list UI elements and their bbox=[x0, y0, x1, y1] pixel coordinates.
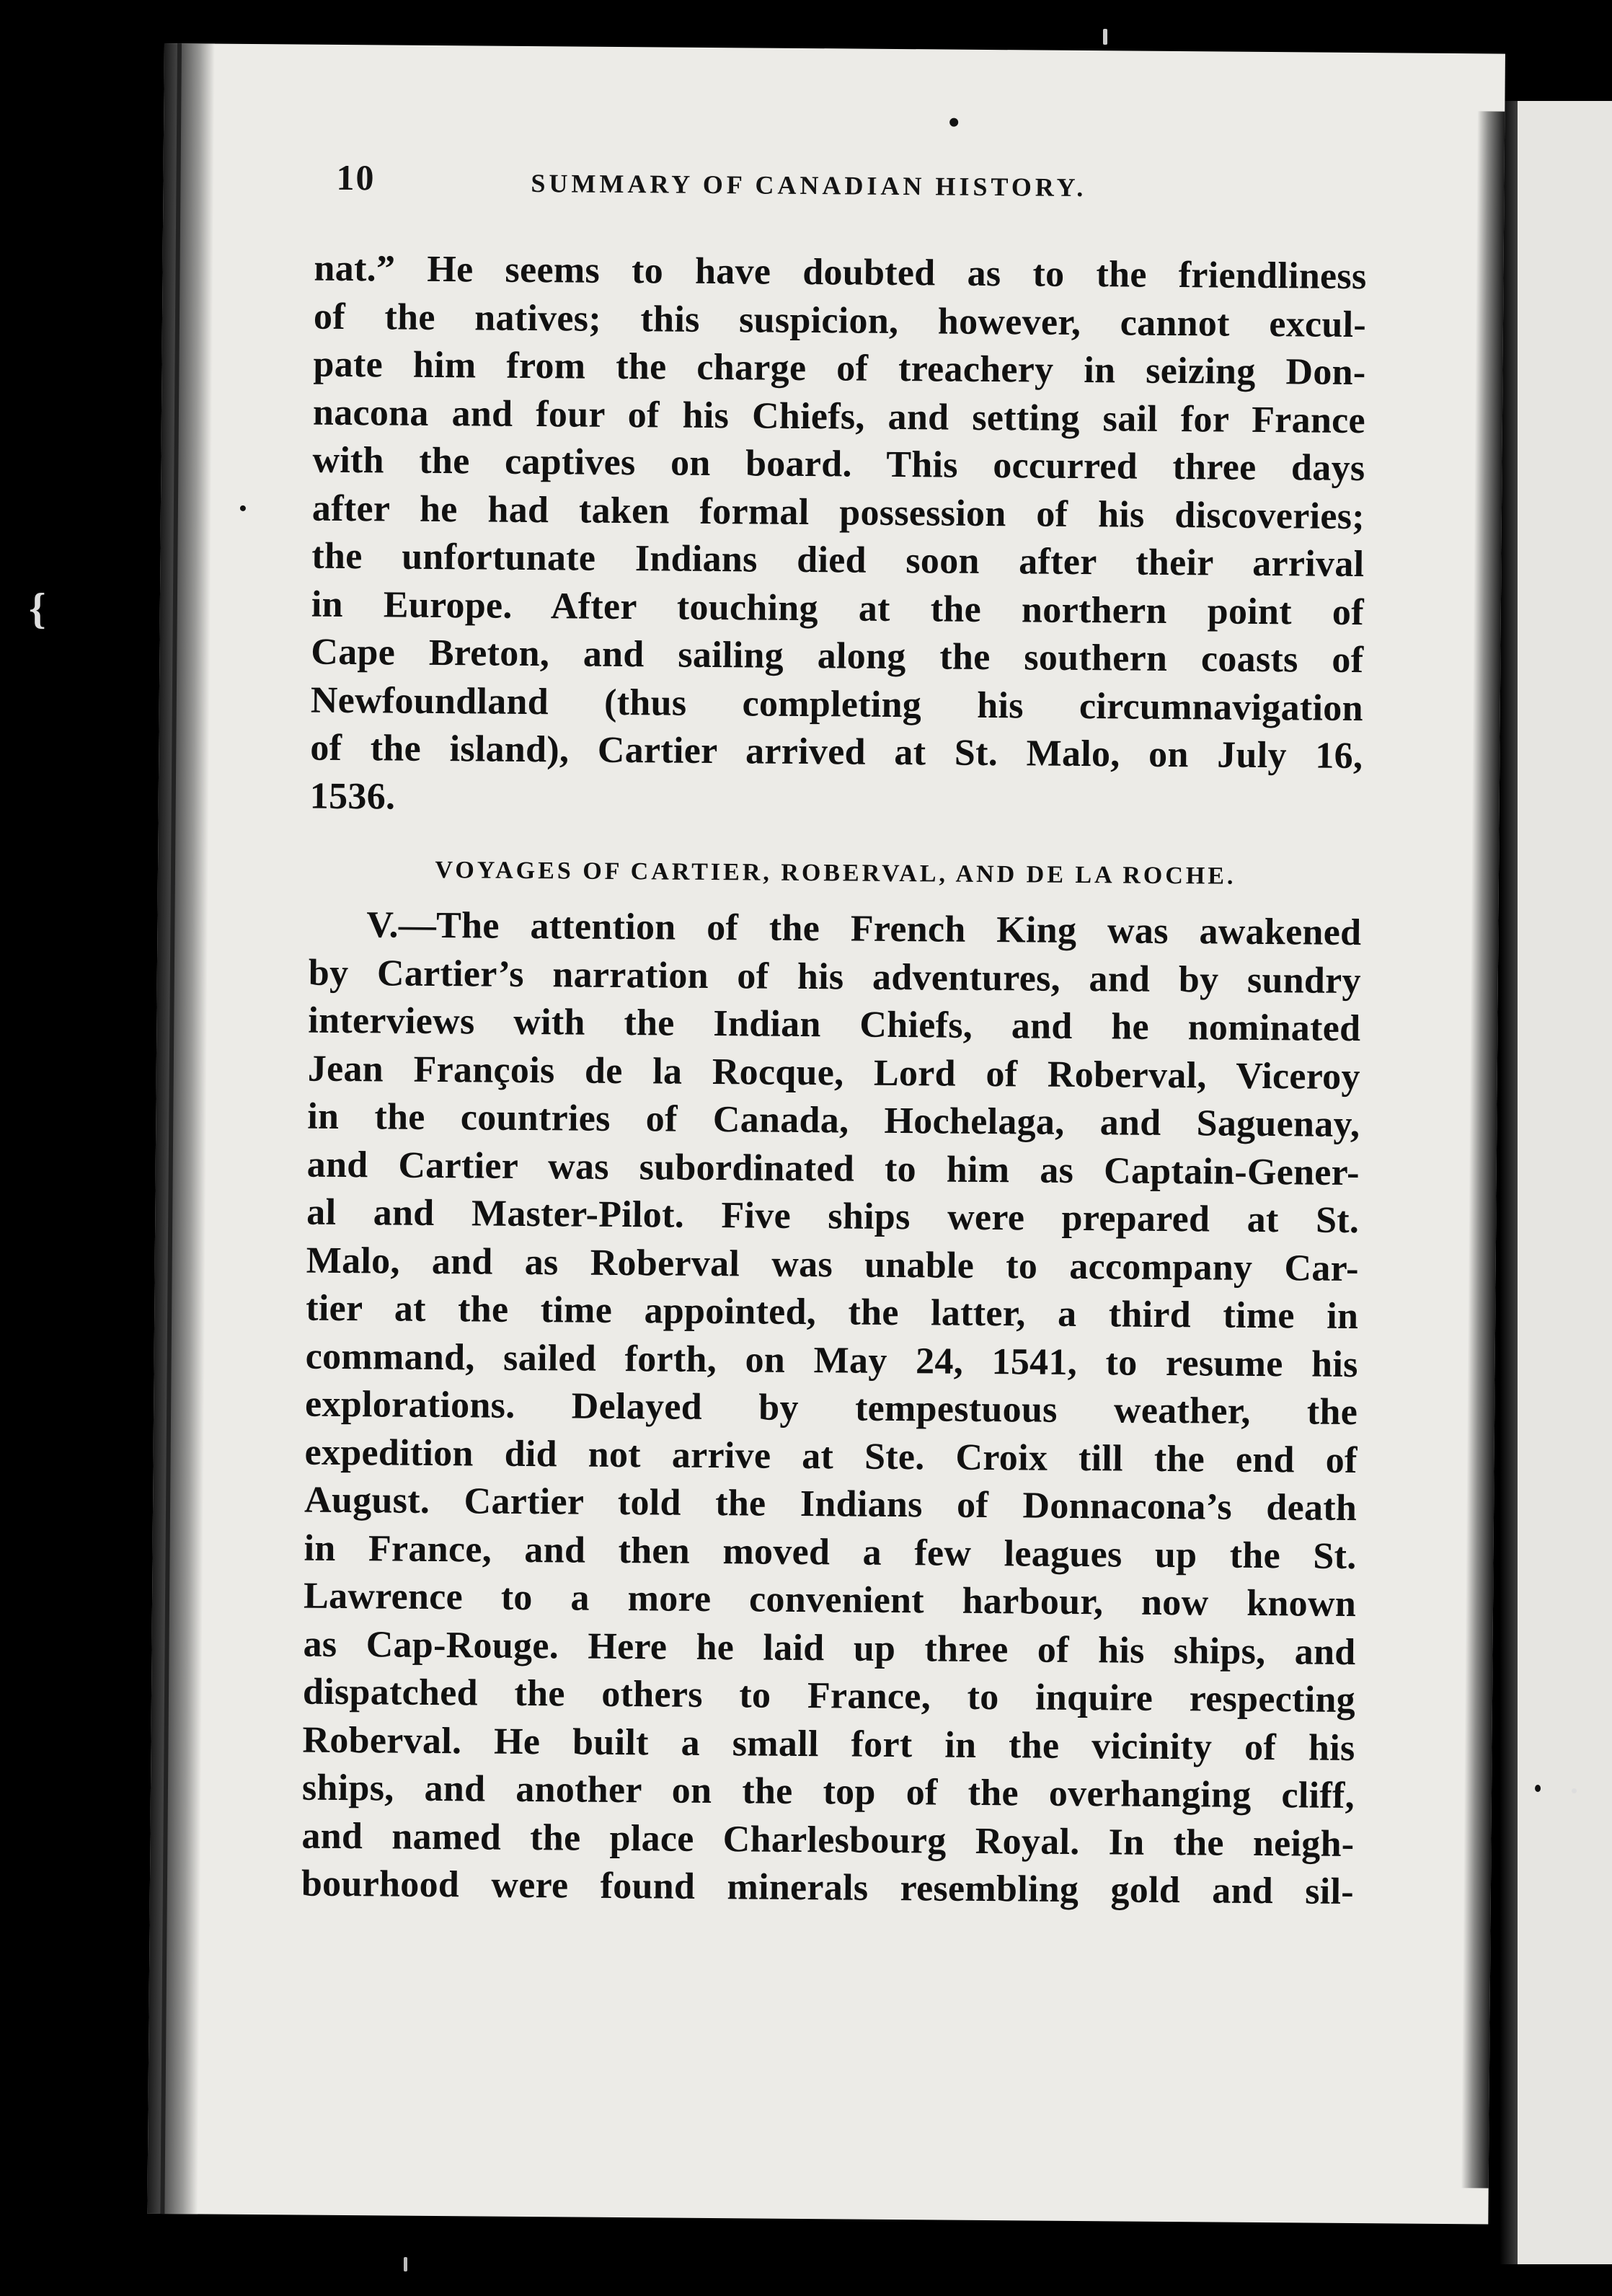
page-number: 10 bbox=[336, 156, 376, 198]
text-line: nacona and four of his Chiefs, and setting sail for France bbox=[312, 392, 1366, 441]
text-line: ships, and another on the top of the overhanging cliff, bbox=[301, 1767, 1355, 1817]
text-line: 1536. bbox=[309, 775, 396, 818]
text-line: Lawrence to a more convenient harbour, now known bbox=[303, 1575, 1357, 1625]
print-speck bbox=[1535, 1785, 1541, 1792]
adjacent-page-edge bbox=[1518, 101, 1612, 2264]
text-line: as Cap-Rouge. Here he laid up three of his ships, and bbox=[303, 1623, 1356, 1673]
text-line: tier at the time appointed, the latter, a third time in bbox=[306, 1287, 1359, 1338]
text-line: Roberval. He built a small fort in the vicinity of his bbox=[302, 1719, 1355, 1769]
text-line: of the island), Cartier arrived at St. Malo, on July 16, bbox=[310, 727, 1363, 777]
scan-speck bbox=[404, 2257, 407, 2271]
print-speck bbox=[240, 505, 246, 511]
text-line: after he had taken formal possession of his discoveries; bbox=[311, 487, 1365, 537]
text-line: Malo, and as Roberval was unable to accompany Car- bbox=[306, 1240, 1359, 1289]
text-line: al and Master-Pilot. Five ships were prepared at St. bbox=[306, 1191, 1360, 1242]
text-line: in Europe. After touching at the northern point of bbox=[311, 583, 1365, 633]
page-right-edge bbox=[1461, 111, 1505, 2188]
text-line: nat.” He seems to have doubted as to the friendliness bbox=[314, 247, 1367, 298]
text-line: explorations. Delayed by tempestuous weather, the bbox=[304, 1383, 1358, 1434]
text-line: of the natives; this suspicion, however, cannot excul- bbox=[313, 296, 1367, 345]
text-line: Newfoundland (thus completing his circumnavigation bbox=[310, 679, 1364, 729]
book-page bbox=[147, 43, 1505, 2225]
text-line: the unfortunate Indians died soon after their arrival bbox=[311, 535, 1365, 586]
text-line: command, sailed forth, on May 24, 1541, to resume his bbox=[305, 1335, 1358, 1385]
text-line: pate him from the charge of treachery in seizing Don- bbox=[313, 343, 1366, 394]
print-speck bbox=[949, 118, 958, 127]
text-line: in the countries of Canada, Hochelaga, and Saguenay, bbox=[307, 1095, 1360, 1146]
paragraph-2 bbox=[301, 901, 1362, 1917]
text-line: dispatched the others to France, to inquire respecting bbox=[302, 1671, 1356, 1721]
binding-gutter bbox=[147, 43, 215, 2214]
text-line: in France, and then moved a few leagues up the St. bbox=[304, 1527, 1357, 1577]
body-text bbox=[301, 245, 1367, 1917]
text-line: expedition did not arrive at Ste. Croix till the end of bbox=[304, 1431, 1358, 1481]
text-line: by Cartier’s narration of his adventures, and by sundry bbox=[308, 952, 1362, 1002]
section-heading: VOYAGES OF CARTIER, ROBERVAL, AND DE LA ROCHE. bbox=[435, 856, 1236, 890]
running-head bbox=[336, 156, 1360, 203]
text-line: Cape Breton, and sailing along the southern coasts of bbox=[311, 631, 1364, 681]
scan-speck bbox=[1103, 29, 1107, 45]
scan-edge-artifact: { bbox=[29, 585, 46, 632]
paragraph-1 bbox=[310, 245, 1367, 829]
text-line: interviews with the Indian Chiefs, and he nominated bbox=[308, 999, 1361, 1050]
text-line: Jean François de la Rocque, Lord of Roberval, Viceroy bbox=[307, 1048, 1361, 1098]
text-line: V.—The attention of the French King was awakened bbox=[366, 904, 1362, 954]
text-line: bourhood were found minerals resembling gold and sil- bbox=[301, 1863, 1355, 1913]
running-head-title: SUMMARY OF CANADIAN HISTORY. bbox=[531, 169, 1087, 203]
text-line: August. Cartier told the Indians of Donnacona’s death bbox=[304, 1479, 1358, 1529]
text-line: and Cartier was subordinated to him as Captain-Gener- bbox=[306, 1144, 1360, 1193]
text-line: with the captives on board. This occurred three days bbox=[312, 439, 1365, 490]
scan-speck bbox=[1572, 1788, 1577, 1793]
text-line: and named the place Charlesbourg Royal. In the neigh- bbox=[301, 1815, 1355, 1865]
